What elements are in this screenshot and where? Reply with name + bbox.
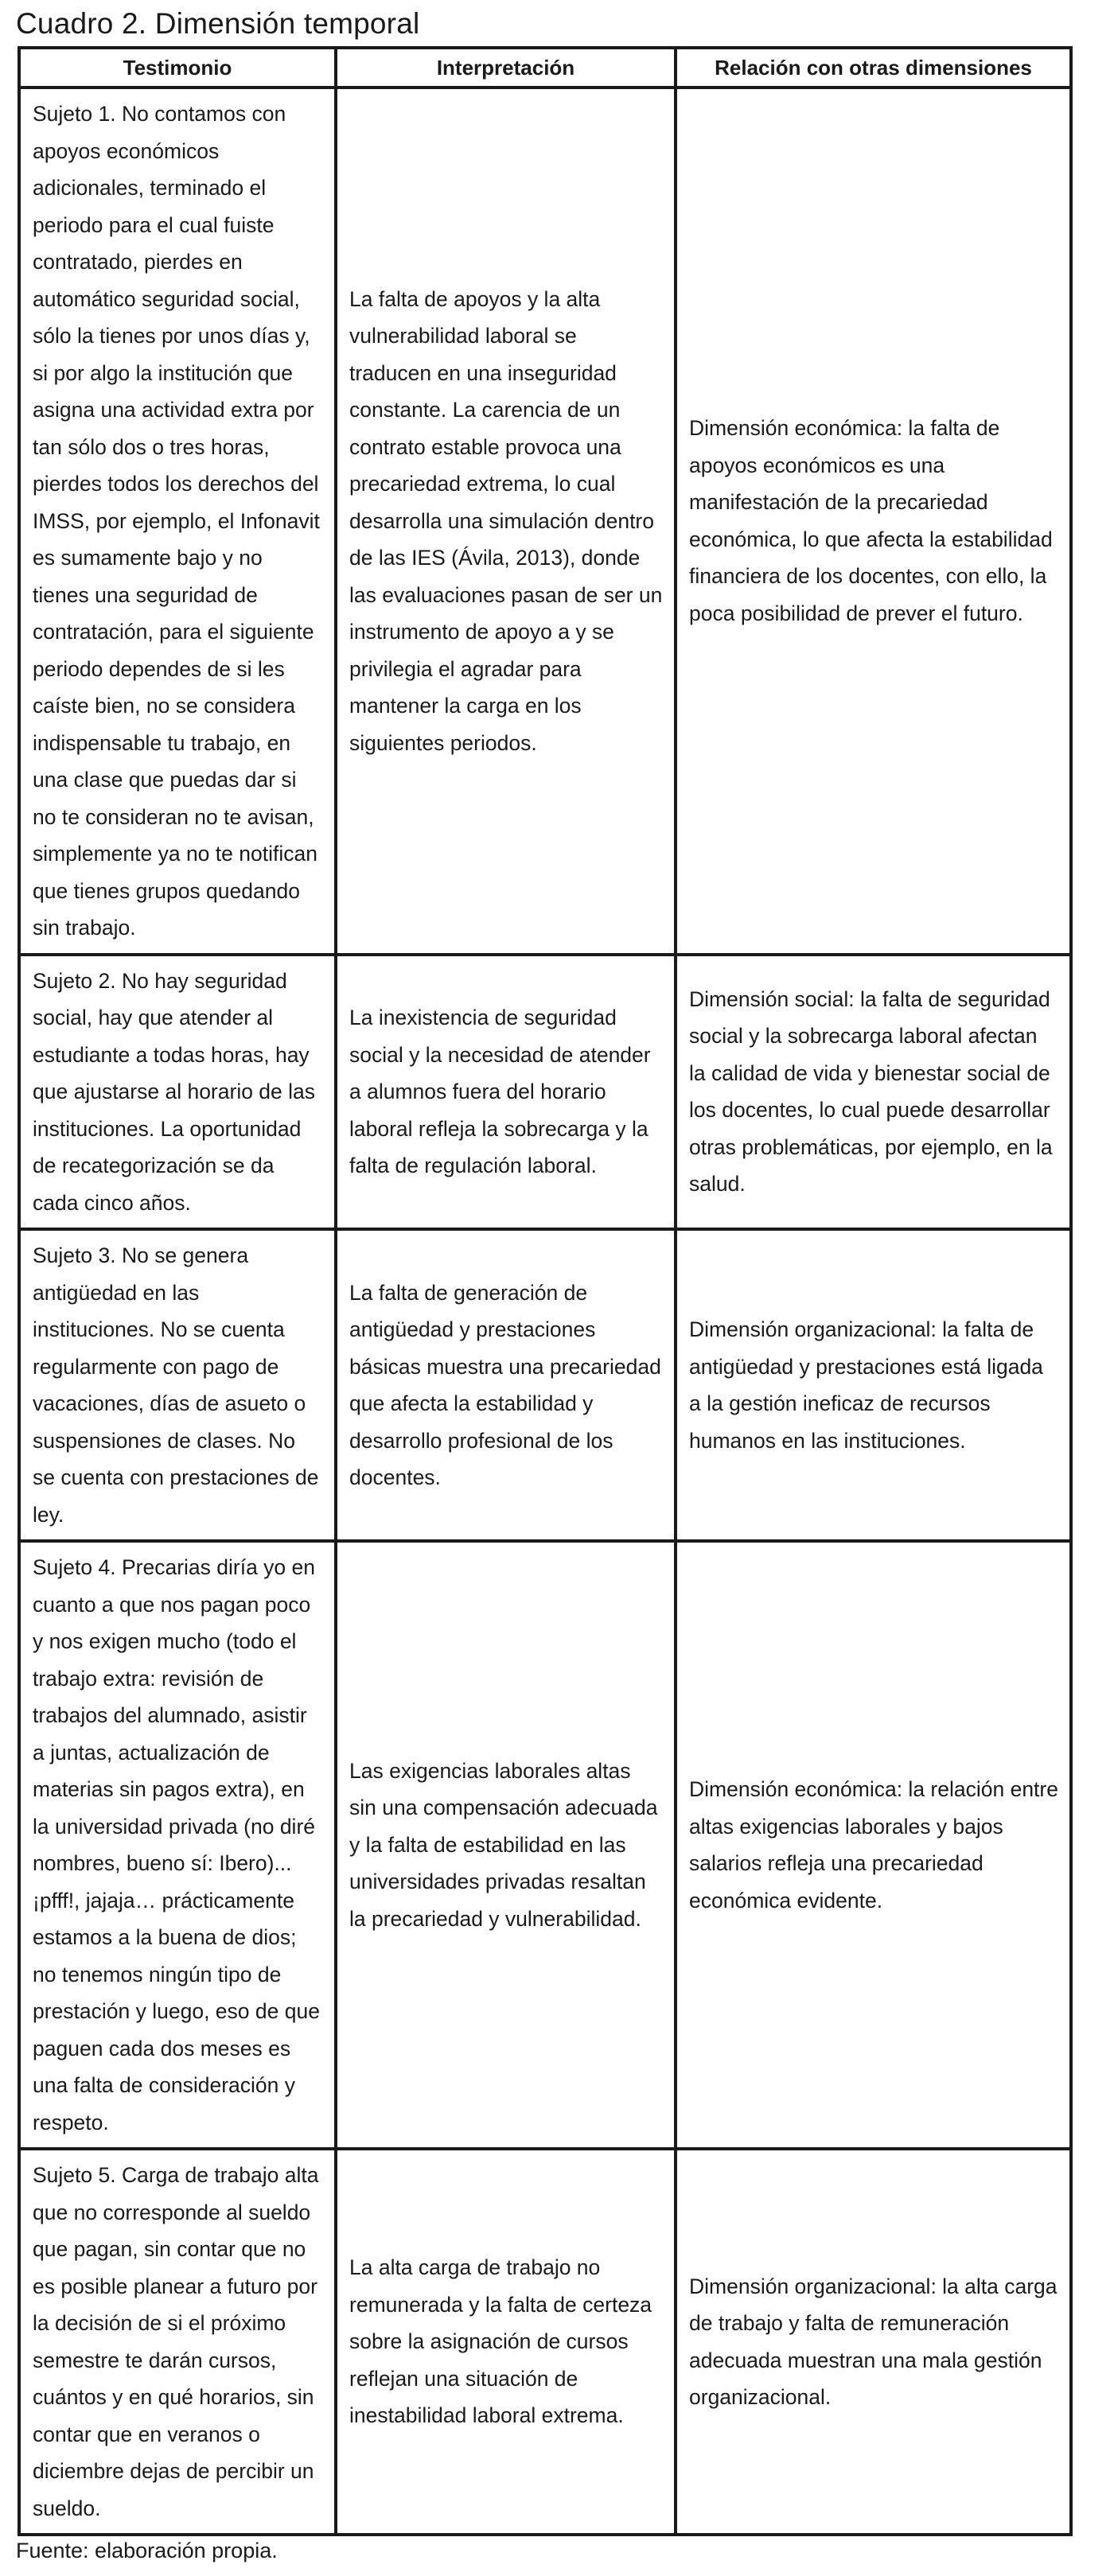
source-note: Fuente: elaboración propia.: [16, 2539, 278, 2562]
testimonio-cell: Sujeto 1. No contamos con apoyos económicos adicionales, terminado el periodo para el cual fuiste contratado, pierdes en automático seguridad social, sólo la tienes por unos días y, si por algo la institución que asigna una actividad extra por tan sólo dos o tres horas, pierdes todos los derechos del IMSS, por ejemplo, el Infonavit es sumamente bajo y no tienes una seguridad de contratación, para el siguiente periodo dependes de si les caíste bien, no se considera indispensable tu trabajo, en una clase que puedas dar si no te consideran no te avisan, simplemente ya no te notifican que tienes grupos quedando sin trabajo.: [19, 88, 336, 955]
relacion-cell: Dimensión social: la falta de seguridad social y la sobrecarga laboral afectan la calidad de vida y bienestar social de los docentes, lo cual puede desarrollar otras problemáticas, por ejemplo, en la salud.: [676, 955, 1071, 1230]
testimonio-cell: Sujeto 2. No hay seguridad social, hay que atender al estudiante a todas horas, hay que ajustarse al horario de las instituciones. La oportunidad de recategorización se da cada cinco años.: [19, 955, 336, 1230]
relacion-cell: Dimensión organizacional: la falta de antigüedad y prestaciones está ligada a la gestión ineficaz de recursos humanos en las instituciones.: [676, 1229, 1071, 1541]
header-relacion: Relación con otras dimensiones: [676, 48, 1071, 88]
table-title: Cuadro 2. Dimensión temporal: [16, 7, 420, 40]
interpretacion-cell: Las exigencias laborales altas sin una compensación adecuada y la falta de estabilidad en las universidades privadas resaltan la precariedad y vulnerabilidad.: [336, 1541, 676, 2149]
testimonio-cell: Sujeto 3. No se genera antigüedad en las instituciones. No se cuenta regularmente con pago de vacaciones, días de asueto o suspensiones de clases. No se cuenta con prestaciones de ley.: [19, 1229, 336, 1541]
table-row: [19, 88, 1071, 955]
table-row: [19, 2149, 1071, 2535]
interpretacion-cell: La falta de generación de antigüedad y prestaciones básicas muestra una precariedad que afecta la estabilidad y desarrollo profesional de los docentes.: [336, 1229, 676, 1541]
relacion-cell: Dimensión económica: la relación entre altas exigencias laborales y bajos salarios refleja una precariedad económica evidente.: [676, 1541, 1071, 2149]
table-row: [19, 1541, 1071, 2149]
header-interpretacion: Interpretación: [336, 48, 676, 88]
table-row: [19, 955, 1071, 1230]
header-testimonio: Testimonio: [19, 48, 336, 88]
table-row: [19, 1229, 1071, 1541]
testimonio-cell: Sujeto 5. Carga de trabajo alta que no corresponde al sueldo que pagan, sin contar que no es posible planear a futuro por la decisión de si el próximo semestre te darán cursos, cuántos y en qué horarios, sin contar que en veranos o diciembre dejas de percibir un sueldo.: [19, 2149, 336, 2535]
relacion-cell: Dimensión económica: la falta de apoyos económicos es una manifestación de la precariedad económica, lo que afecta la estabilidad financiera de los docentes, con ello, la poca posibilidad de prever el futuro.: [676, 88, 1071, 955]
interpretacion-cell: La inexistencia de seguridad social y la necesidad de atender a alumnos fuera del horario laboral refleja la sobrecarga y la falta de regulación laboral.: [336, 955, 676, 1230]
testimonio-cell: Sujeto 4. Precarias diría yo en cuanto a que nos pagan poco y nos exigen mucho (todo el trabajo extra: revisión de trabajos del alumnado, asistir a juntas, actualización de materias sin pagos extra), en la universidad privada (no diré nombres, bueno sí: Ibero)... ¡pfff!, jajaja… prácticamente estamos a la buena de dios; no tenemos ningún tipo de prestación y luego, eso de que paguen cada dos meses es una falta de consideración y respeto.: [19, 1541, 336, 2149]
relacion-cell: Dimensión organizacional: la alta carga de trabajo y falta de remuneración adecuada muestran una mala gestión organizacional.: [676, 2149, 1071, 2535]
interpretacion-cell: La alta carga de trabajo no remunerada y la falta de certeza sobre la asignación de cursos reflejan una situación de inestabilidad laboral extrema.: [336, 2149, 676, 2535]
dimension-table: [18, 46, 1073, 2536]
table-header-row: [19, 48, 1071, 88]
interpretacion-cell: La falta de apoyos y la alta vulnerabilidad laboral se traducen en una inseguridad constante. La carencia de un contrato estable provoca una precariedad extrema, lo cual desarrolla una simulación dentro de las IES (Ávila, 2013), donde las evaluaciones pasan de ser un instrumento de apoyo a y se privilegia el agradar para mantener la carga en los siguientes periodos.: [336, 88, 676, 955]
